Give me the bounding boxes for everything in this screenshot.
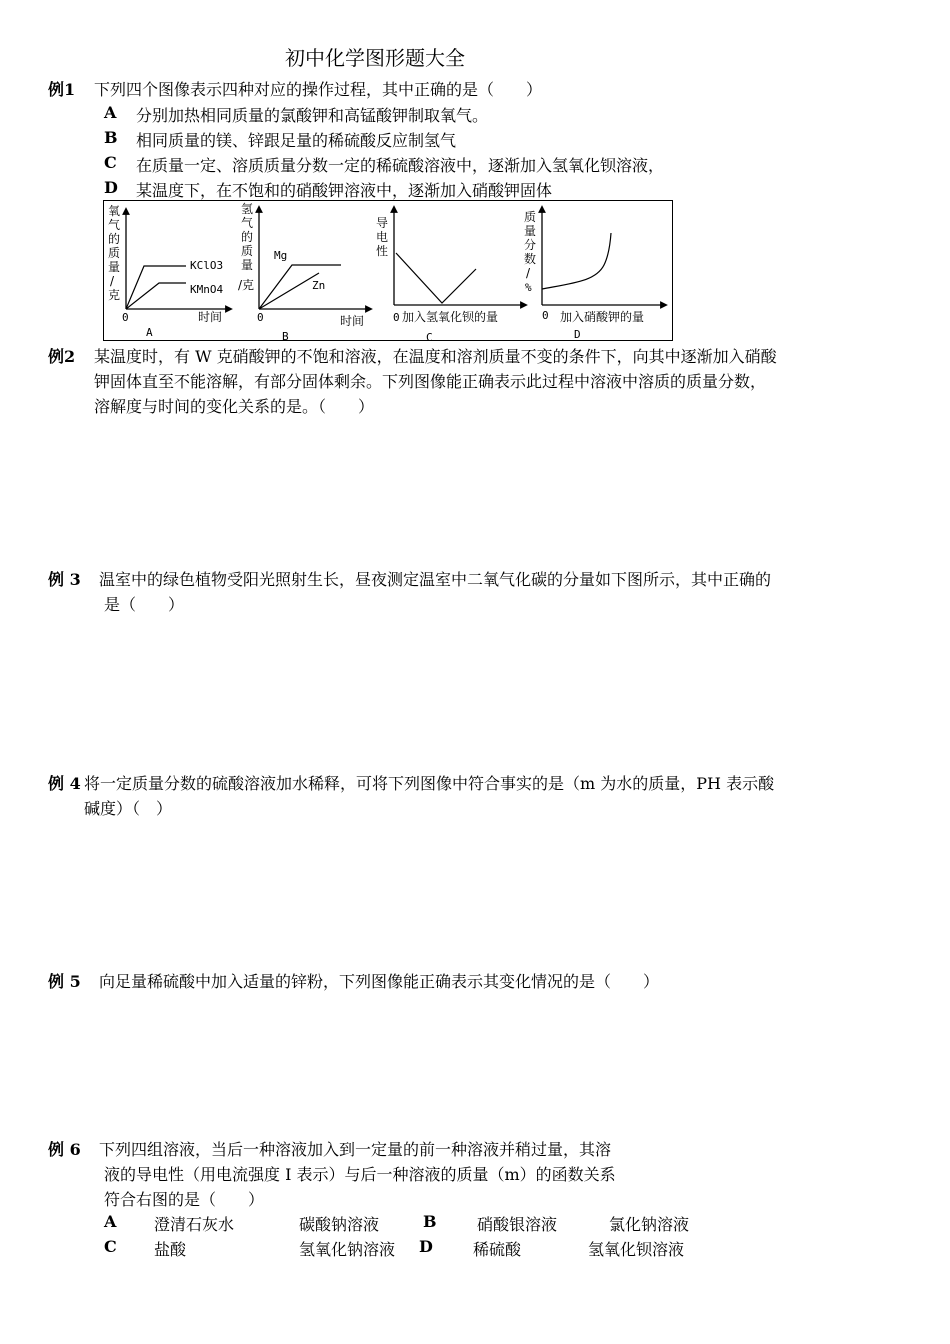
graph-c-origin: 0 [393, 311, 400, 324]
page-title: 初中化学图形题大全 [285, 46, 465, 70]
graph-d-ylabel-char: 量 [524, 224, 537, 238]
ex3-label: 例 3 [48, 570, 81, 589]
graph-a-ylabel-char: / [110, 274, 115, 288]
ex1-option-text: 某温度下，在不饱和的硝酸钾溶液中，逐渐加入硝酸钾固体 [136, 181, 553, 200]
ex1-graphs-figure [103, 200, 673, 341]
graph-c-curve [396, 253, 476, 303]
ex5-label: 例 5 [48, 972, 81, 991]
ex1-graphs-svg [104, 201, 674, 342]
ex1-option-text: 分别加热相同质量的氯酸钾和高锰酸钾制取氧气。 [136, 106, 489, 125]
graph-c-ylabel-char: 性 [376, 244, 389, 258]
graph-b-curve-zn [259, 273, 319, 309]
graph-b-curve2-label: Zn [312, 279, 326, 292]
graph-d-ylabel-char: 质 [524, 210, 537, 224]
graph-b-xlabel: 时间 [340, 314, 365, 328]
ex6-line: 下列四组溶液，当后一种溶液加入到一定量的前一种溶液并稍过量，其溶 [99, 1140, 612, 1159]
ex6-line: 符合右图的是（ ） [104, 1190, 265, 1209]
ex2-label: 例2 [48, 347, 76, 366]
ex6-option-second: 碳酸钠溶液 [299, 1215, 380, 1234]
graph-c-ylabel-char: 导 [376, 216, 389, 230]
graph-a-ylabel-char: 克 [108, 288, 121, 302]
graph-d-caption: D [574, 328, 581, 341]
graph-a [108, 204, 229, 339]
ex6-option-first: 硝酸银溶液 [477, 1215, 558, 1234]
graph-b-ylabel-char: 质 [241, 244, 254, 258]
graph-d [524, 209, 664, 341]
ex5-line: 向足量稀硫酸中加入适量的锌粉，下列图像能正确表示其变化情况的是（ ） [99, 972, 660, 991]
ex1-label: 例1 [48, 80, 76, 99]
ex6-option-key: A [104, 1212, 117, 1231]
ex1-option-text: 相同质量的镁、锌跟足量的稀硫酸反应制氢气 [136, 131, 457, 150]
graph-a-ylabel-char: 氧 [108, 204, 121, 218]
ex4-line: 碱度）（ ） [84, 799, 173, 818]
graph-c-caption: C [426, 331, 433, 342]
ex3-line: 温室中的绿色植物受阳光照射生长，昼夜测定温室中二氧气化碳的分量如下图所示，其中正确的 [99, 570, 772, 589]
ex6-option-key: B [423, 1212, 437, 1231]
ex6-line: 液的导电性（用电流强度 I 表示）与后一种溶液的质量（m）的函数关系 [104, 1165, 616, 1184]
graph-c [376, 209, 524, 342]
ex1-option-key: B [104, 128, 118, 147]
graph-a-curve2-label: KMnO4 [190, 283, 224, 296]
ex6-option-key: C [104, 1237, 117, 1256]
ex1-option-key: D [104, 178, 118, 197]
graph-b-curve1-label: Mg [274, 249, 288, 262]
graph-b-ylabel-char: 氢 [241, 202, 254, 216]
ex6-option-second: 氢氧化钡溶液 [588, 1240, 685, 1259]
ex2-line: 钾固体直至不能溶解，有部分固体剩余。下列图像能正确表示此过程中溶液中溶质的质量分数， [94, 372, 767, 391]
ex6-option-second: 氢氧化钠溶液 [299, 1240, 396, 1259]
graph-d-origin: 0 [542, 309, 549, 322]
graph-a-curve1-label: KClO3 [190, 259, 224, 272]
graph-b-ylabel-char: /克 [238, 278, 255, 292]
graph-c-ylabel-char: 电 [376, 230, 389, 244]
graph-b-ylabel-char: 量 [241, 258, 254, 272]
ex3-line: 是（ ） [104, 595, 185, 614]
graph-a-caption: A [146, 326, 153, 339]
graph-d-ylabel-char: 数 [524, 252, 537, 266]
graph-a-xlabel: 时间 [198, 310, 223, 324]
graph-d-curve [542, 233, 611, 289]
ex1-stem: 下列四个图像表示四种对应的操作过程，其中正确的是（ ） [94, 80, 543, 99]
graph-a-ylabel-char: 量 [108, 260, 121, 274]
graph-b-curve-mg [259, 265, 341, 309]
graph-c-xlabel: 加入氢氧化钡的量 [402, 310, 499, 324]
ex2-line: 溶解度与时间的变化关系的是。（ ） [94, 397, 375, 416]
ex4-label: 例 4 [48, 774, 81, 793]
ex6-option-first: 澄清石灰水 [154, 1215, 235, 1234]
graph-b-ylabel-char: 气 [241, 216, 254, 230]
ex1-option-key: A [104, 103, 117, 122]
graph-a-ylabel-char: 气 [108, 218, 121, 232]
graph-a-origin: 0 [122, 311, 129, 324]
graph-d-ylabel-char: / [526, 266, 531, 280]
graph-b-ylabel-char: 的 [241, 230, 254, 244]
graph-a-ylabel-char: 质 [108, 246, 121, 260]
graph-b [238, 202, 369, 342]
ex1-option-key: C [104, 153, 117, 172]
ex6-option-key: D [419, 1237, 433, 1256]
ex6-option-first: 稀硫酸 [473, 1240, 522, 1259]
ex6-option-first: 盐酸 [154, 1240, 187, 1259]
graph-d-ylabel-char: 分 [524, 238, 537, 252]
graph-b-caption: B [282, 330, 289, 342]
graph-d-ylabel-char: % [525, 281, 532, 294]
ex2-line: 某温度时，有 W 克硝酸钾的不饱和溶液，在温度和溶剂质量不变的条件下，向其中逐渐加入硝酸 [94, 347, 777, 366]
graph-d-xlabel: 加入硝酸钾的量 [560, 310, 645, 324]
ex4-line: 将一定质量分数的硫酸溶液加水稀释，可将下列图像中符合事实的是（m 为水的质量，PH 表示酸 [84, 774, 775, 793]
graph-b-origin: 0 [257, 311, 264, 324]
graph-a-ylabel-char: 的 [108, 232, 121, 246]
ex1-option-text: 在质量一定、溶质质量分数一定的稀硫酸溶液中，逐渐加入氢氧化钡溶液， [136, 156, 665, 175]
ex6-option-second: 氯化钠溶液 [609, 1215, 690, 1234]
ex6-label: 例 6 [48, 1140, 81, 1159]
